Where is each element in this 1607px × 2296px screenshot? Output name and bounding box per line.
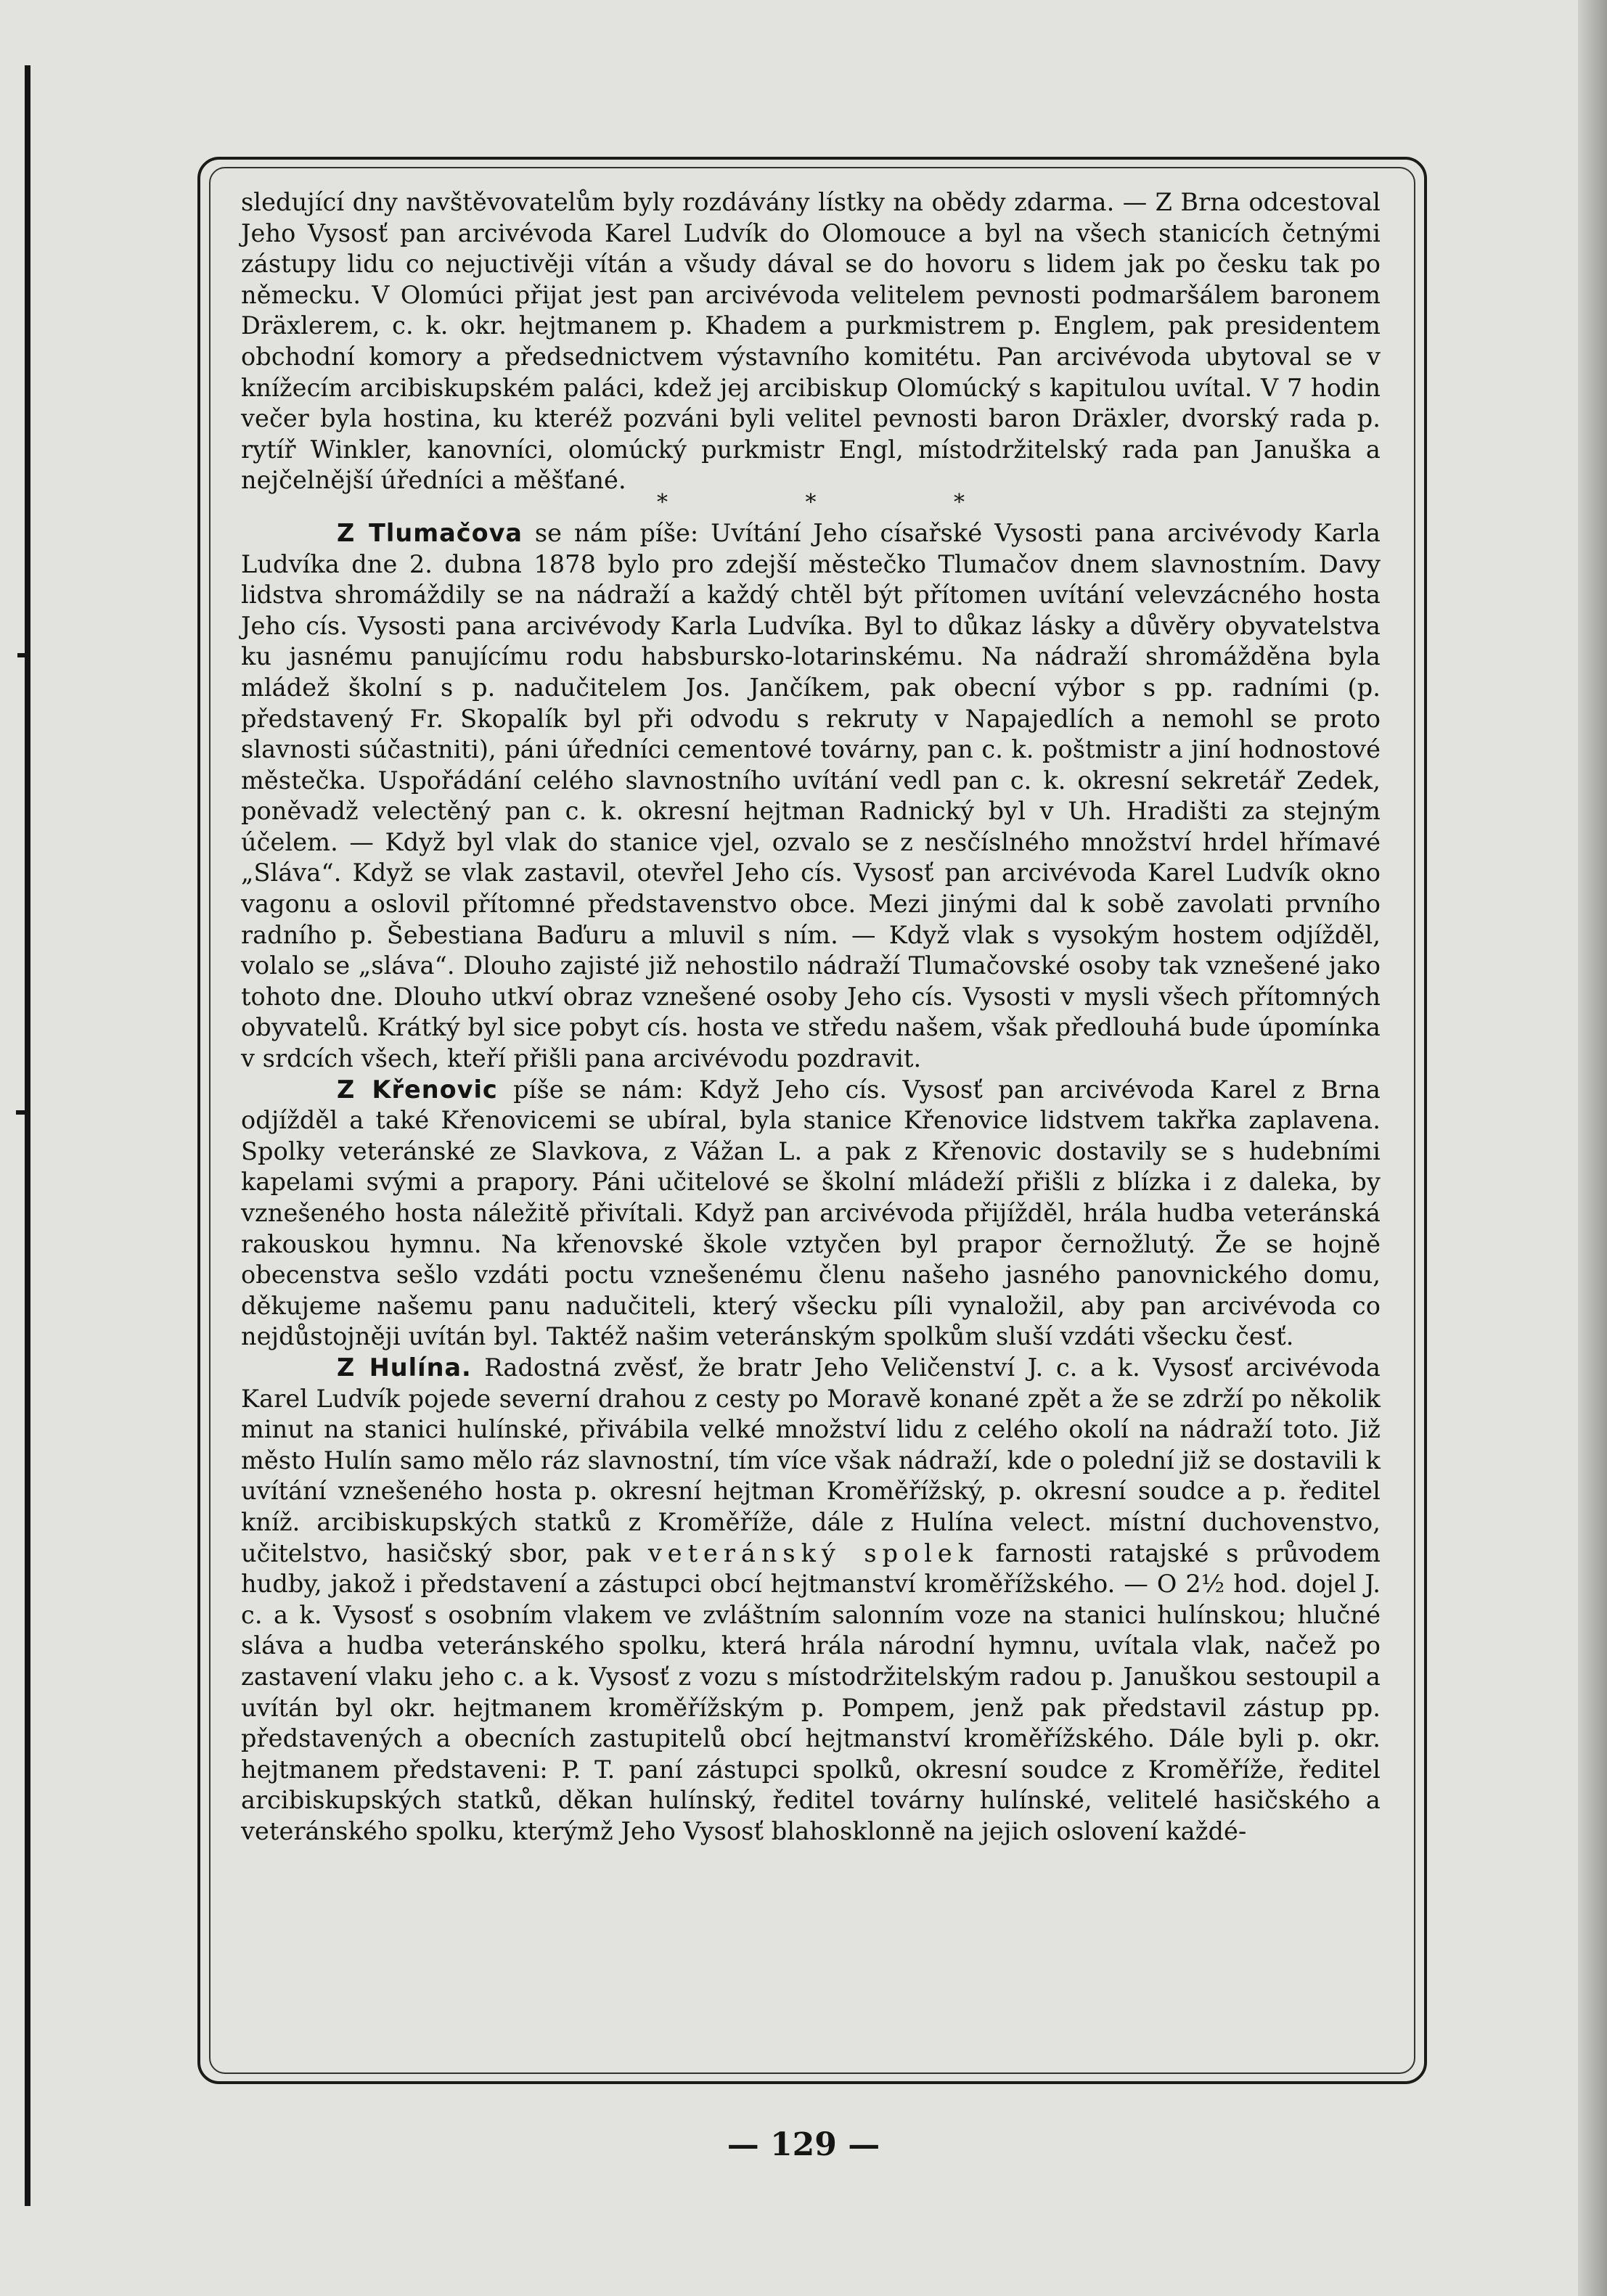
spaced-emphasis: veteránský spolek: [647, 1538, 979, 1567]
scan-binding-mark: [16, 1110, 30, 1115]
paragraph-text: farnosti ratajské s průvodem hudby, jakož i představení a zástupci obcí hejtmanství kroměřížského. — O 2½ hod. dojel J. c. a k. Vysosť s osobním vlakem ve zvláštním salonním voze na stanici hulínskou; hlučné sláva a hudba veteránského spolku, která hrála národní hymnu, uvítala vlak, načež po zastavení vlaku jeho c. a k. Vysosť z vozu s místodržitelským radou p. Januškou sestoupil a uvítán byl okr. hejtmanem kroměřížským p. Pompem, jenž pak představil zástup pp. představených a obecních zastupitelů obcí hejtmanství kroměřížského. Dále byli p. okr. hejtmanem představeni: P. T. paní zástupci spolků, okresní soudce z Kroměříže, ředitel arcibiskupských statků, děkan hulínský, ředitel továrny hulínské, velitelé hasičského a veteránského spolku, kterýmž Jeho Vysosť blahosklonně na jejich oslovení každé-: [241, 1538, 1381, 1845]
paragraph-tlumacov: [241, 518, 1381, 1075]
scan-binding-edge: [25, 65, 30, 2206]
section-separator: * * *: [656, 489, 1031, 515]
page-number: — 129 —: [727, 2126, 880, 2163]
place-heading: Z Křenovic: [337, 1075, 498, 1104]
paragraph-text: píše se nám: Když Jeho cís. Vysosť pan arcivévoda Karel z Brna odjížděl a také Křenovicemi se ubíral, byla stanice Křenovice lidstvem takřka zaplavena. Spolky veteránské ze Slavkova, z Vážan L. a pak z Křenovic dostavily se s hudebními kapelami svými a prapory. Páni učitelové se školní mládeží přišli z blízka i z daleka, by vznešeného hosta náležitě přivítali. Když pan arcivévoda přijížděl, hrála hudba veteránská rakouskou hymnu. Na křenovské škole vztyčen byl prapor černožlutý. Že se hojně obecenstva sešlo vzdáti poctu vznešenému členu našeho jasného panovnického domu, děkujeme našemu panu nadučiteli, který všecku píli vynaložil, aby pan arcivévoda co nejdůstojněji uvítán byl. Taktéž našim veteránským spolkům sluší vzdáti všecku česť.: [241, 1075, 1381, 1351]
scan-binding-mark: [17, 653, 30, 657]
paragraph-hulin: [241, 1353, 1381, 1848]
intro-paragraph: sledující dny navštěvovatelům byly rozdávány lístky na obědy zdarma. — Z Brna odcestoval Jeho Vysosť pan arcivévoda Karel Ludvík do Olomouce a byl na všech stanicích četnými zástupy lidu co nejuctivěji vítán a všudy dával se do hovoru s lidem jak po česku tak po německu. V Olomúci přijat jest pan arcivévoda velitelem pevnosti podmaršálem baronem Dräxlerem, c. k. okr. hejtmanem p. Khadem a purkmistrem p. Englem, pak presidentem obchodní komory a předsednictvem výstavního komitétu. Pan arcivévoda ubytoval se v knížecím arcibiskupském paláci, kdež jej arcibiskup Olomúcký s kapitulou uvítal. V 7 hodin večer byla hostina, ku kteréž pozváni byli velitel pevnosti baron Dräxler, dvorský rada p. rytíř Winkler, kanovníci, olomúcký purkmistr Engl, místodržitelský rada pan Januška a nejčelnější úředníci a měšťané.: [241, 188, 1381, 495]
scan-right-shadow: [1578, 0, 1607, 2296]
paragraph-text: se nám píše: Uvítání Jeho císařské Vysosti pana arcivévody Karla Ludvíka dne 2. dubna 1878 bylo pro zdejší městečko Tlumačov dnem slavnostním. Davy lidstva shromáždily se na nádraží a každý chtěl být přítomen uvítání velevzácného hosta Jeho cís. Vysosti pana arcivévody Karla Ludvíka. Byl to důkaz lásky a důvěry obyvatelstva ku jasnému panujícímu rodu habsbursko-lotarinskému. Na nádraží shromážděna byla mládež školní s p. nadučitelem Jos. Jančíkem, pak obecní výbor s pp. radními (p. představený Fr. Skopalík byl při odvodu s rekruty v Napajedlích a nemohl se proto slavnosti súčastniti), páni úředníci cementové továrny, pan c. k. poštmistr a jiní hodnostové městečka. Uspořádání celého slavnostního uvítání vedl pan c. k. okresní sekretář Zedek, poněvadž velectěný pan c. k. okresní hejtman Radnický byl v Uh. Hradišti za stejným účelem. — Když byl vlak do stanice vjel, ozvalo se z nesčíslného množství hrdel hřímavé „Sláva“. Když se vlak zastavil, otevřel Jeho cís. Vysosť pan arcivévoda Karel Ludvík okno vagonu a oslovil přítomné představenstvo obce. Mezi jinými dal k sobě zavolati prvního radního p. Šebestiana Baďuru a mluvil s ním. — Když vlak s vysokým hostem odjížděl, volalo se „sláva“. Dlouho zajisté již nehostilo nádraží Tlumačovské osoby tak vznešené jako tohoto dne. Dlouho utkví obraz vznešené osoby Jeho cís. Vysosti v mysli všech přítomných obyvatelů. Krátký byl sice pobyt cís. hosta ve středu našem, však předlouhá bude úpomínka v srdcích všech, kteří přišli pana arcivévodu pozdravit.: [241, 518, 1381, 1073]
article-body: [241, 187, 1381, 1847]
place-heading: Z Hulína.: [337, 1353, 472, 1382]
paragraph-text: Radostná zvěsť, že bratr Jeho Veličenství J. c. a k. Vysosť arcivévoda Karel Ludvík pojede severní drahou z cesty po Moravě konané zpět a že se zdrží po několik minut na stanici hulínské, přivábila velké množství lidu z celého okolí na nádraží toto. Již město Hulín samo mělo ráz slavnostní, tím více však nádraží, kde o polední již se dostavili k uvítání vznešeného hosta p. okresní hejtman Kroměřížský, p. okresní soudce a p. ředitel kníž. arcibiskupských statků z Kroměříže, dále z Hulína velect. místní duchovenstvo, učitelstvo, hasičský sbor, pak: [241, 1353, 1381, 1567]
paragraph-krenovice: [241, 1075, 1381, 1353]
place-heading: Z Tlumačova: [337, 518, 523, 547]
